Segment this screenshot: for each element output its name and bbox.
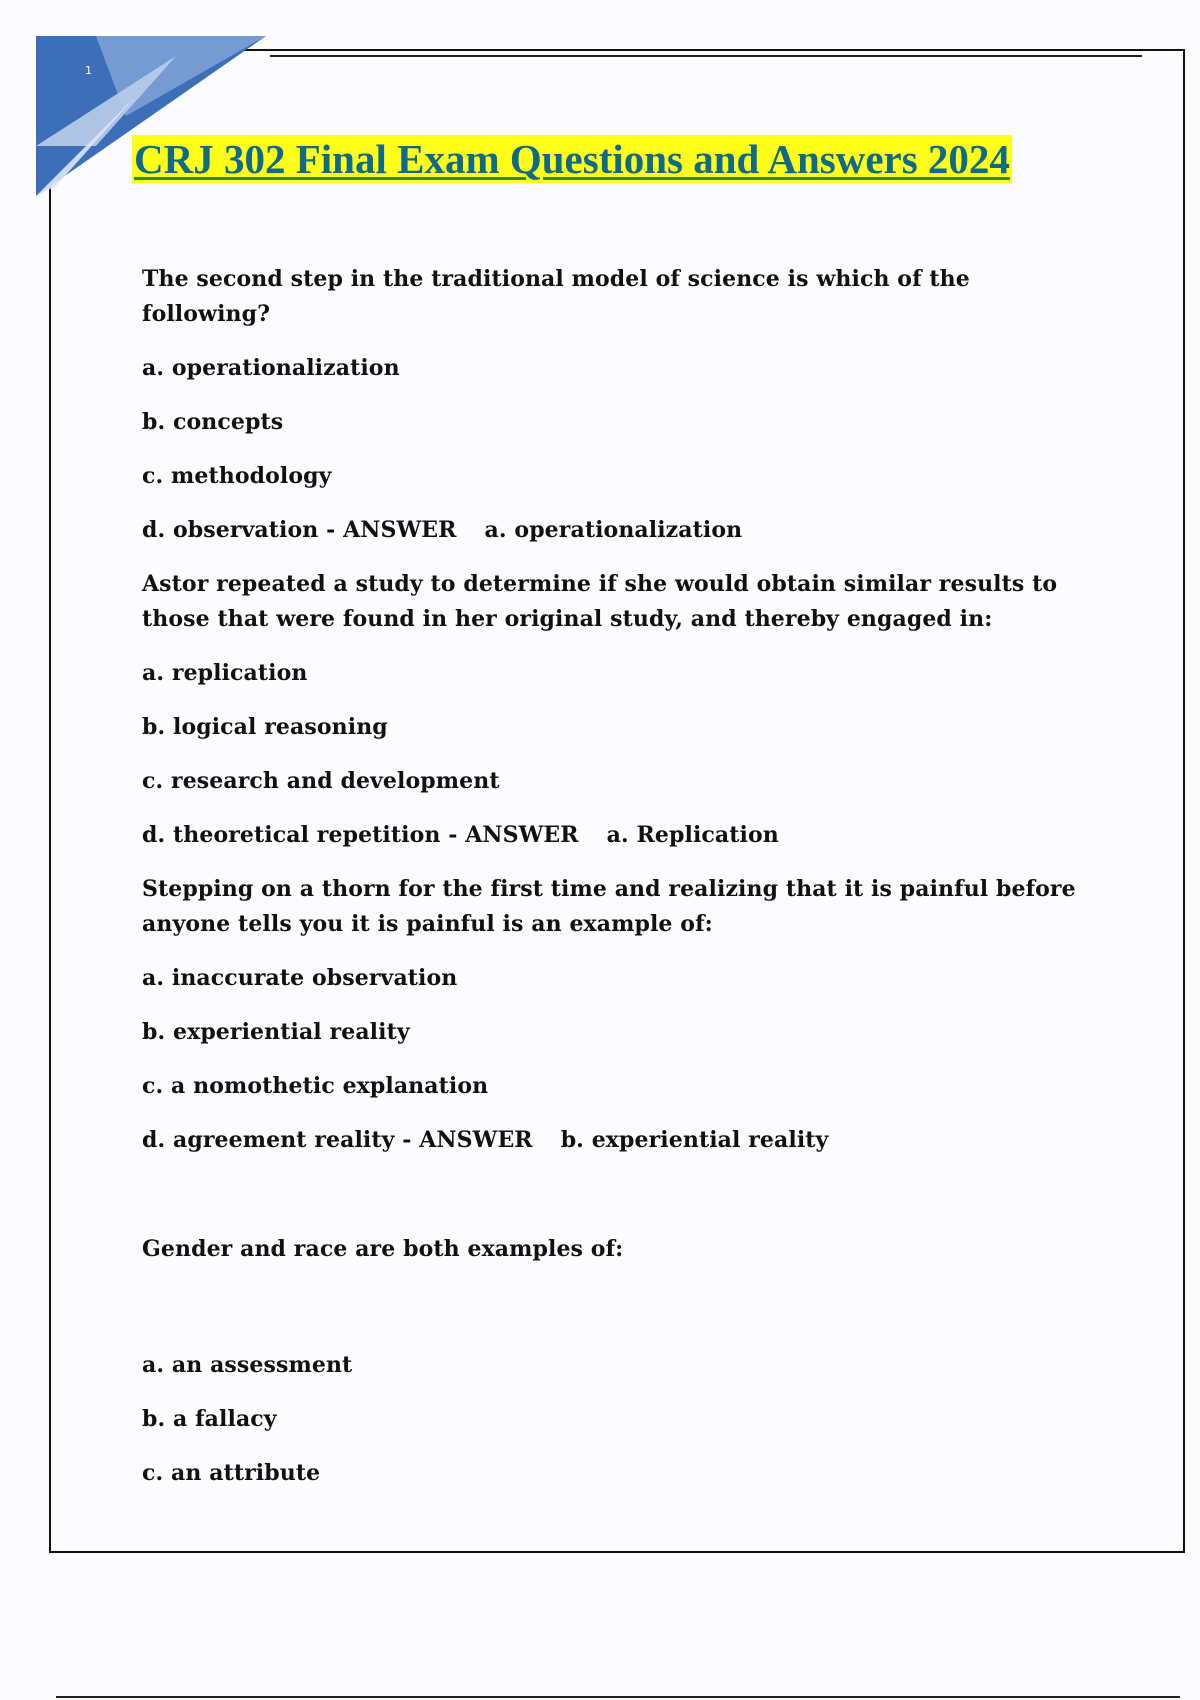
question-text: Astor repeated a study to determine if she would obtain similar results to those that were found in her original study, and thereby engaged in: [142, 571, 1058, 632]
document-title: CRJ 302 Final Exam Questions and Answers 2024 [134, 136, 1010, 182]
page-number: 1 [85, 64, 92, 77]
option: b. concepts [142, 409, 284, 435]
answer-row [142, 819, 1102, 852]
question-block-2 [142, 567, 1102, 852]
option: a. inaccurate observation [142, 965, 458, 991]
option: c. a nomothetic explanation [142, 1073, 489, 1099]
title-block [132, 135, 1012, 183]
option: d. agreement reality - ANSWER [142, 1127, 533, 1153]
option: b. logical reasoning [142, 714, 388, 740]
answer-row [142, 1124, 1102, 1157]
footer-rule [56, 1696, 1180, 1698]
answer-text: b. experiential reality [560, 1127, 829, 1153]
question-block-3 [142, 872, 1102, 1157]
option: d. observation - ANSWER [142, 517, 457, 543]
option: c. research and development [142, 768, 500, 794]
question-block-1 [142, 262, 1102, 547]
questions-list [142, 262, 1102, 1511]
answer-row [142, 514, 1102, 547]
question-text: Stepping on a thorn for the first time and realizing that it is painful before anyone tells you it is painful is an example of: [142, 876, 1076, 937]
option: c. methodology [142, 463, 332, 489]
option: a. an assessment [142, 1352, 353, 1378]
question-text: The second step in the traditional model of science is which of the following? [142, 266, 970, 327]
option: a. replication [142, 660, 308, 686]
answer-text: a. operationalization [484, 517, 743, 543]
option: d. theoretical repetition - ANSWER [142, 822, 579, 848]
question-text: Gender and race are both examples of: [142, 1236, 624, 1262]
answer-text: a. Replication [606, 822, 779, 848]
question-block-4 [142, 1232, 1102, 1490]
header-rule [270, 55, 1142, 57]
option: a. operationalization [142, 355, 400, 381]
option: c. an attribute [142, 1460, 321, 1486]
option: b. a fallacy [142, 1406, 277, 1432]
option: b. experiential reality [142, 1019, 410, 1045]
